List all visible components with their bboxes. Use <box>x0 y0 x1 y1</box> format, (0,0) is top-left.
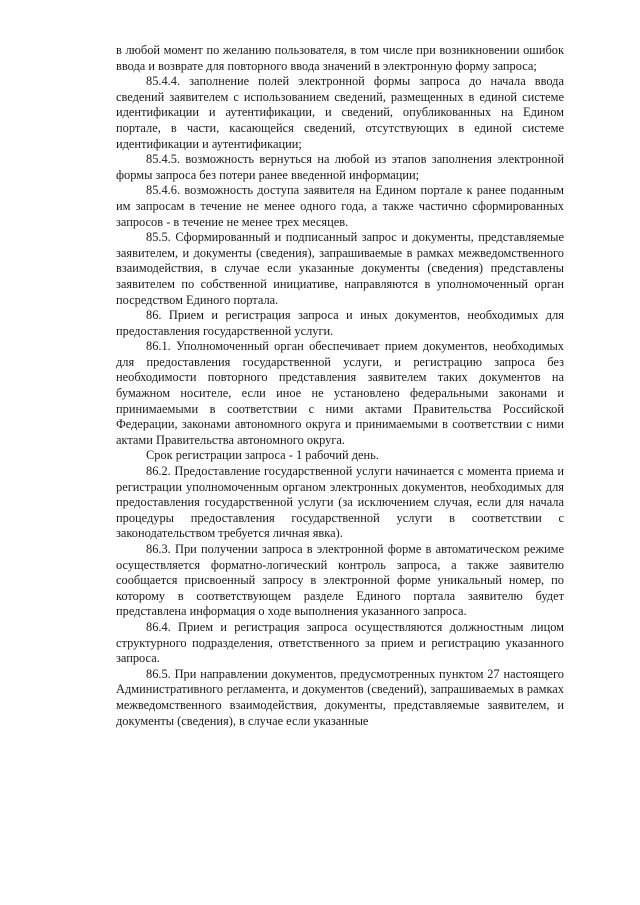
paragraph-86-2: 86.2. Предоставление государственной услуги начинается с момента приема и регистрации уполномоченным органом электронных документов, необходимых для предоставления государственной услуги (за исключением случая, если для начала процедуры предоставления государственной услуги в соответствии с законодательством требуется личная явка). <box>116 464 564 541</box>
paragraph-86: 86. Прием и регистрация запроса и иных документов, необходимых для предоставления государственной услуги. <box>116 308 564 338</box>
paragraph-85-4-5: 85.4.5. возможность вернуться на любой из этапов заполнения электронной формы запроса без потери ранее введенной информации; <box>116 152 564 182</box>
paragraph-85-4-6: 85.4.6. возможность доступа заявителя на Едином портале к ранее поданным им запросам в течение не менее одного года, а также частично сформированных запросов - в течение не менее трех месяцев. <box>116 183 564 229</box>
paragraph-continuation: в любой момент по желанию пользователя, в том числе при возникновении ошибок ввода и возврате для повторного ввода значений в электронную форму запроса; <box>116 43 564 73</box>
paragraph-85-5: 85.5. Сформированный и подписанный запрос и документы, представляемые заявителем, и документы (сведения), запрашиваемые в рамках межведомственного взаимодействия, в случае если указанные документы (сведения) представлены заявителем по собственной инициативе, направляются в уполномоченный орган посредством Единого портала. <box>116 230 564 307</box>
paragraph-86-4: 86.4. Прием и регистрация запроса осуществляются должностным лицом структурного подразделения, ответственного за прием и регистрацию указанного запроса. <box>116 619 564 666</box>
paragraph-85-4-4: 85.4.4. заполнение полей электронной формы запроса до начала ввода сведений заявителем с использованием сведений, размещенных в единой системе идентификации и аутентификации, и сведений, опубликованных на Едином портале, в части, касающейся сведений, отсутствующих в единой системе идентификации и аутентификации; <box>116 74 564 151</box>
paragraph-86-3: 86.3. При получении запроса в электронной форме в автоматическом режиме осуществляется форматно-логический контроль запроса, а также заявителю сообщается присвоенный запросу в электронной форме уникальный номер, по которому в соответствующем разделе Единого портала заявителю будет представлена информация о ходе выполнения указанного запроса. <box>116 542 564 619</box>
document-body <box>116 43 564 729</box>
paragraph-86-5: 86.5. При направлении документов, предусмотренных пунктом 27 настоящего Административного регламента, и документов (сведений), запрашиваемых в рамках межведомственного взаимодействия, документы, представляемые заявителем, и документы (сведения), в случае если указанные <box>116 666 564 728</box>
paragraph-86-1: 86.1. Уполномоченный орган обеспечивает прием документов, необходимых для предоставления государственной услуги, и регистрацию запроса без необходимости повторного представления заявителем таких документов на бумажном носителе, если иное не установлено федеральными законами и принимаемыми в соответствии с ними актами Правительства Российской Федерации, законами автономного округа и принимаемыми в соответствии с ними актами Правительства автономного округа. <box>116 339 564 447</box>
paragraph-registration-term: Срок регистрации запроса - 1 рабочий день. <box>146 448 379 463</box>
